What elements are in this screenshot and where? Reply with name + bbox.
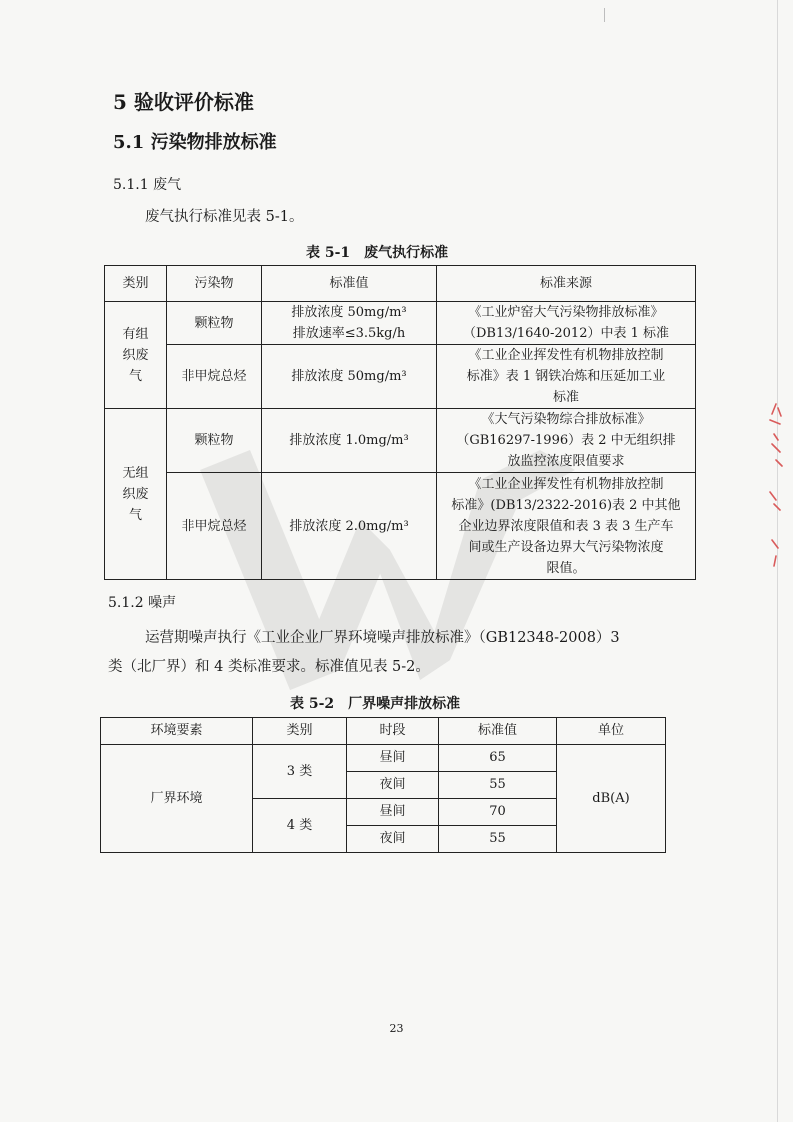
source-cell: 《工业企业挥发性有机物排放控制 标准》表 1 钢铁冶炼和压延加工业 标准 bbox=[437, 345, 696, 409]
waste-gas-paragraph: 废气执行标准见表 5-1。 bbox=[145, 209, 304, 225]
source-cell: 《工业炉窑大气污染物排放标准》 （DB13/1640-2012）中表 1 标准 bbox=[437, 302, 696, 345]
header-unit: 单位 bbox=[557, 718, 666, 745]
section-heading-5-1: 5.1 污染物排放标准 bbox=[113, 132, 277, 153]
table-row bbox=[105, 302, 696, 345]
value-cell: 55 bbox=[439, 772, 557, 799]
table-row bbox=[105, 345, 696, 409]
pollutant-cell: 非甲烷总烃 bbox=[167, 473, 262, 580]
section-heading-5: 5 验收评价标准 bbox=[113, 90, 254, 114]
section-heading-5-1-1: 5.1.1 废气 bbox=[113, 177, 182, 193]
table-row bbox=[101, 745, 666, 772]
table-header-row bbox=[105, 266, 696, 302]
period-cell: 昼间 bbox=[347, 745, 439, 772]
noise-paragraph-line-1: 运营期噪声执行《工业企业厂界环境噪声排放标准》（GB12348-2008）3 bbox=[145, 630, 620, 646]
header-standard-value: 标准值 bbox=[262, 266, 437, 302]
class-3-cell: 3 类 bbox=[253, 745, 347, 799]
section-heading-5-1-2: 5.1.2 噪声 bbox=[108, 595, 177, 611]
class-4-cell: 4 类 bbox=[253, 799, 347, 853]
table-row bbox=[105, 409, 696, 473]
category-fugitive-gas: 无组织废气 bbox=[105, 409, 167, 580]
value-cell: 排放浓度 1.0mg/m³ bbox=[262, 409, 437, 473]
waste-gas-standards-table bbox=[104, 265, 696, 580]
header-standard-source: 标准来源 bbox=[437, 266, 696, 302]
value-cell: 排放浓度 50mg/m³ bbox=[262, 345, 437, 409]
table-header-row bbox=[101, 718, 666, 745]
value-cell: 70 bbox=[439, 799, 557, 826]
table-2-caption: 表 5-2 厂界噪声排放标准 bbox=[290, 696, 461, 712]
header-category: 类别 bbox=[105, 266, 167, 302]
table-row bbox=[105, 473, 696, 580]
value-cell: 排放浓度 50mg/m³ 排放速率≤3.5kg/h bbox=[262, 302, 437, 345]
red-seal-mark bbox=[764, 400, 786, 570]
category-organized-gas: 有组织废气 bbox=[105, 302, 167, 409]
period-cell: 夜间 bbox=[347, 772, 439, 799]
value-cell: 65 bbox=[439, 745, 557, 772]
pollutant-cell: 颗粒物 bbox=[167, 302, 262, 345]
header-standard-value: 标准值 bbox=[439, 718, 557, 745]
fold-mark bbox=[604, 8, 605, 22]
value-cell: 排放浓度 2.0mg/m³ bbox=[262, 473, 437, 580]
source-cell: 《大气污染物综合排放标准》 （GB16297-1996）表 2 中无组织排 放监控浓度限值要求 bbox=[437, 409, 696, 473]
header-class: 类别 bbox=[253, 718, 347, 745]
element-cell: 厂界环境 bbox=[101, 745, 253, 853]
table-1-caption: 表 5-1 废气执行标准 bbox=[306, 245, 449, 261]
header-element: 环境要素 bbox=[101, 718, 253, 745]
header-period: 时段 bbox=[347, 718, 439, 745]
header-pollutant: 污染物 bbox=[167, 266, 262, 302]
period-cell: 昼间 bbox=[347, 799, 439, 826]
source-cell: 《工业企业挥发性有机物排放控制 标准》(DB13/2322-2016)表 2 中其他 企业边界浓度限值和表 3 表 3 生产车 间或生产设备边界大气污染物浓度 限值。 bbox=[437, 473, 696, 580]
period-cell: 夜间 bbox=[347, 826, 439, 853]
value-cell: 55 bbox=[439, 826, 557, 853]
pollutant-cell: 颗粒物 bbox=[167, 409, 262, 473]
noise-paragraph-line-2: 类（北厂界）和 4 类标准要求。标准值见表 5-2。 bbox=[108, 659, 430, 675]
unit-cell: dB(A) bbox=[557, 745, 666, 853]
pollutant-cell: 非甲烷总烃 bbox=[167, 345, 262, 409]
noise-standards-table bbox=[100, 717, 666, 853]
page-number: 23 bbox=[389, 1022, 404, 1035]
